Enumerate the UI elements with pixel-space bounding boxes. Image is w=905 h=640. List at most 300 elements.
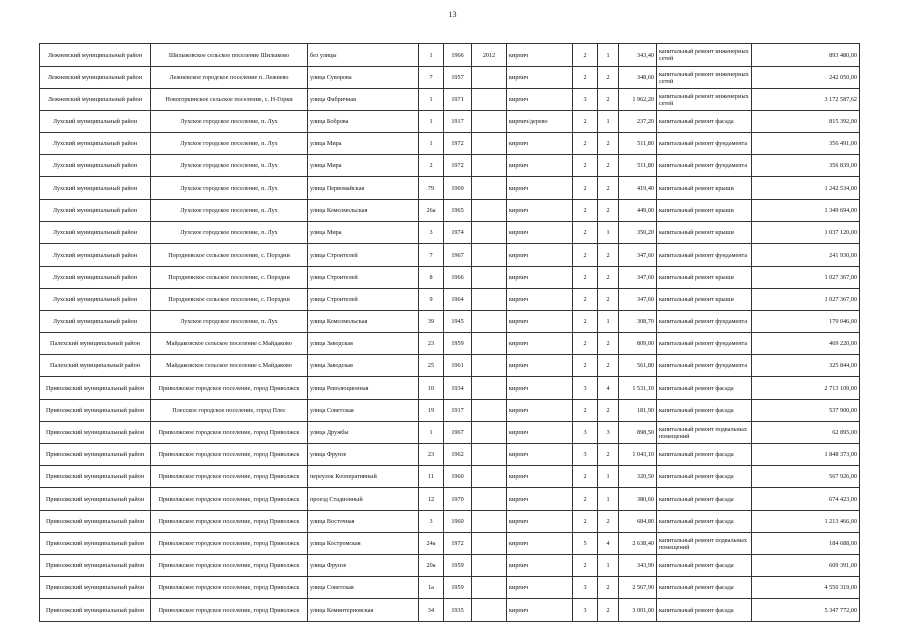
table-row [40, 355, 860, 377]
district-cell: Приволжский муниципальный район [40, 577, 151, 599]
house-number-cell: 12 [419, 488, 444, 511]
settlement-cell: Плесское городское поселение, город Плес [151, 400, 308, 422]
wall-material-cell: кирпич [507, 400, 573, 422]
floors-cell: 2 [573, 511, 598, 533]
cost-cell: 356 491,00 [752, 133, 860, 155]
house-number-cell: 8 [419, 267, 444, 289]
cost-cell: 567 926,00 [752, 466, 860, 488]
cost-cell: 5 347 772,00 [752, 599, 860, 622]
street-cell: улица Фрунзе [308, 555, 419, 577]
house-number-cell: 79 [419, 177, 444, 200]
build-year-cell: 1945 [444, 311, 472, 333]
build-year-cell: 1957 [444, 67, 472, 89]
repair-type-cell: капитальный ремонт крыши [657, 289, 752, 311]
build-year-cell: 1971 [444, 89, 472, 111]
floors-cell: 2 [573, 311, 598, 333]
area-cell: 347,60 [619, 289, 657, 311]
wall-material-cell: кирпич [507, 311, 573, 333]
table-body [40, 44, 860, 622]
wall-material-cell: кирпич/дерево [507, 111, 573, 133]
house-number-cell: 11 [419, 466, 444, 488]
cost-cell: 1 349 694,00 [752, 200, 860, 222]
reconstruction-year-cell [472, 488, 507, 511]
wall-material-cell: кирпич [507, 333, 573, 355]
house-number-cell: 10 [419, 377, 444, 400]
settlement-cell: Лухское городское поселение, п. Лух [151, 155, 308, 177]
entrances-cell: 2 [598, 289, 619, 311]
entrances-cell: 2 [598, 155, 619, 177]
cost-cell: 609 391,00 [752, 555, 860, 577]
floors-cell: 2 [573, 111, 598, 133]
wall-material-cell: кирпич [507, 466, 573, 488]
district-cell: Лежневский муниципальный район [40, 44, 151, 67]
table-row [40, 244, 860, 267]
reconstruction-year-cell [472, 89, 507, 111]
district-cell: Лухский муниципальный район [40, 133, 151, 155]
street-cell: улица Суворова [308, 67, 419, 89]
area-cell: 350,20 [619, 222, 657, 244]
repair-type-cell: капитальный ремонт фасада [657, 577, 752, 599]
settlement-cell: Майдаковское сельское поселение с.Майдаково [151, 333, 308, 355]
settlement-cell: Лухское городское поселение, п. Лух [151, 200, 308, 222]
wall-material-cell: кирпич [507, 533, 573, 555]
district-cell: Лухский муниципальный район [40, 267, 151, 289]
settlement-cell: Лухское городское поселение, п. Лух [151, 111, 308, 133]
floors-cell: 3 [573, 444, 598, 466]
build-year-cell: 1966 [444, 44, 472, 67]
settlement-cell: Приволжское городское поселение, город Приволжск [151, 511, 308, 533]
wall-material-cell: кирпич [507, 67, 573, 89]
wall-material-cell: кирпич [507, 422, 573, 444]
table-row [40, 400, 860, 422]
cost-cell: 62 895,00 [752, 422, 860, 444]
street-cell: улица Первомайская [308, 177, 419, 200]
table-row [40, 89, 860, 111]
entrances-cell: 2 [598, 333, 619, 355]
street-cell: улица Строителей [308, 289, 419, 311]
table-row [40, 555, 860, 577]
settlement-cell: Новогоркинское сельское поселение, с. Н-Горки [151, 89, 308, 111]
floors-cell: 2 [573, 289, 598, 311]
cost-cell: 1 213 466,00 [752, 511, 860, 533]
area-cell: 809,00 [619, 333, 657, 355]
floors-cell: 2 [573, 555, 598, 577]
settlement-cell: Порздневское сельское поселение, с. Порздни [151, 267, 308, 289]
area-cell: 3 001,00 [619, 599, 657, 622]
area-cell: 898,50 [619, 422, 657, 444]
repair-type-cell: капитальный ремонт фасада [657, 488, 752, 511]
wall-material-cell: кирпич [507, 377, 573, 400]
house-number-cell: 1 [419, 89, 444, 111]
floors-cell: 3 [573, 422, 598, 444]
house-number-cell: 7 [419, 67, 444, 89]
table-row [40, 533, 860, 555]
area-cell: 343,40 [619, 44, 657, 67]
area-cell: 237,20 [619, 111, 657, 133]
settlement-cell: Шилыковское сельское поселение Шилыково [151, 44, 308, 67]
area-cell: 308,70 [619, 311, 657, 333]
area-cell: 511,80 [619, 133, 657, 155]
settlement-cell: Приволжское городское поселение, город Приволжск [151, 422, 308, 444]
entrances-cell: 2 [598, 400, 619, 422]
entrances-cell: 3 [598, 422, 619, 444]
district-cell: Лухский муниципальный район [40, 177, 151, 200]
table-row [40, 267, 860, 289]
house-number-cell: 1 [419, 422, 444, 444]
cost-cell: 2 713 109,00 [752, 377, 860, 400]
floors-cell: 2 [573, 466, 598, 488]
area-cell: 1 531,10 [619, 377, 657, 400]
district-cell: Лухский муниципальный район [40, 222, 151, 244]
district-cell: Лухский муниципальный район [40, 311, 151, 333]
cost-cell: 1 027 367,00 [752, 289, 860, 311]
wall-material-cell: кирпич [507, 599, 573, 622]
entrances-cell: 2 [598, 444, 619, 466]
entrances-cell: 1 [598, 222, 619, 244]
wall-material-cell: кирпич [507, 222, 573, 244]
cost-cell: 179 046,00 [752, 311, 860, 333]
repair-type-cell: капитальный ремонт крыши [657, 177, 752, 200]
build-year-cell: 1970 [444, 488, 472, 511]
floors-cell: 2 [573, 67, 598, 89]
entrances-cell: 2 [598, 89, 619, 111]
area-cell: 348,60 [619, 67, 657, 89]
floors-cell: 3 [573, 377, 598, 400]
reconstruction-year-cell [472, 155, 507, 177]
build-year-cell: 1974 [444, 222, 472, 244]
build-year-cell: 1934 [444, 377, 472, 400]
settlement-cell: Порздневское сельское поселение, с. Порздни [151, 289, 308, 311]
district-cell: Приволжский муниципальный район [40, 555, 151, 577]
build-year-cell: 1960 [444, 511, 472, 533]
cost-cell: 893 480,00 [752, 44, 860, 67]
reconstruction-year-cell [472, 111, 507, 133]
table-row [40, 155, 860, 177]
table-row [40, 200, 860, 222]
table-row [40, 133, 860, 155]
repair-type-cell: капитальный ремонт фасада [657, 511, 752, 533]
area-cell: 511,80 [619, 155, 657, 177]
entrances-cell: 1 [598, 44, 619, 67]
street-cell: улица Фрунзе [308, 444, 419, 466]
house-number-cell: 19 [419, 400, 444, 422]
cost-cell: 674 423,00 [752, 488, 860, 511]
reconstruction-year-cell [472, 533, 507, 555]
cost-cell: 537 900,00 [752, 400, 860, 422]
area-cell: 2 638,40 [619, 533, 657, 555]
floors-cell: 2 [573, 244, 598, 267]
district-cell: Приволжский муниципальный район [40, 511, 151, 533]
street-cell: улица Мира [308, 155, 419, 177]
table-row [40, 599, 860, 622]
build-year-cell: 1964 [444, 289, 472, 311]
repair-type-cell: капитальный ремонт крыши [657, 267, 752, 289]
wall-material-cell: кирпич [507, 177, 573, 200]
build-year-cell: 1962 [444, 444, 472, 466]
house-number-cell: 23 [419, 333, 444, 355]
house-number-cell: 39 [419, 311, 444, 333]
floors-cell: 2 [573, 400, 598, 422]
floors-cell: 2 [573, 200, 598, 222]
table-row [40, 422, 860, 444]
entrances-cell: 1 [598, 555, 619, 577]
entrances-cell: 2 [598, 511, 619, 533]
district-cell: Приволжский муниципальный район [40, 422, 151, 444]
repair-type-cell: капитальный ремонт фундамента [657, 244, 752, 267]
repair-type-cell: капитальный ремонт крыши [657, 200, 752, 222]
wall-material-cell: кирпич [507, 355, 573, 377]
cost-cell: 469 220,00 [752, 333, 860, 355]
wall-material-cell: кирпич [507, 289, 573, 311]
cost-cell: 3 172 587,62 [752, 89, 860, 111]
repair-type-cell: капитальный ремонт инженерных сетей [657, 89, 752, 111]
table-row [40, 111, 860, 133]
floors-cell: 3 [573, 599, 598, 622]
settlement-cell: Приволжское городское поселение, город Приволжск [151, 444, 308, 466]
district-cell: Лухский муниципальный район [40, 244, 151, 267]
cost-cell: 184 688,00 [752, 533, 860, 555]
area-cell: 2 567,90 [619, 577, 657, 599]
entrances-cell: 2 [598, 177, 619, 200]
build-year-cell: 1972 [444, 155, 472, 177]
area-cell: 684,80 [619, 511, 657, 533]
reconstruction-year-cell [472, 267, 507, 289]
entrances-cell: 1 [598, 111, 619, 133]
entrances-cell: 4 [598, 533, 619, 555]
street-cell: улица Коминтерновская [308, 599, 419, 622]
street-cell: без улицы [308, 44, 419, 67]
settlement-cell: Лухское городское поселение, п. Лух [151, 222, 308, 244]
house-number-cell: 20а [419, 555, 444, 577]
settlement-cell: Майдаковское сельское поселение с.Майдаково [151, 355, 308, 377]
settlement-cell: Приволжское городское поселение, город Приволжск [151, 466, 308, 488]
house-number-cell: 3 [419, 511, 444, 533]
build-year-cell: 1917 [444, 400, 472, 422]
repair-type-cell: капитальный ремонт фундамента [657, 311, 752, 333]
build-year-cell: 1965 [444, 200, 472, 222]
street-cell: улица Комсомольская [308, 311, 419, 333]
table-row [40, 511, 860, 533]
repair-type-cell: капитальный ремонт фасада [657, 466, 752, 488]
repair-type-cell: капитальный ремонт крыши [657, 222, 752, 244]
repair-type-cell: капитальный ремонт фасада [657, 400, 752, 422]
repair-type-cell: капитальный ремонт фундамента [657, 133, 752, 155]
house-number-cell: 7 [419, 244, 444, 267]
entrances-cell: 2 [598, 244, 619, 267]
reconstruction-year-cell [472, 177, 507, 200]
district-cell: Приволжский муниципальный район [40, 377, 151, 400]
build-year-cell: 1972 [444, 133, 472, 155]
area-cell: 449,00 [619, 200, 657, 222]
reconstruction-year-cell [472, 289, 507, 311]
house-number-cell: 1 [419, 111, 444, 133]
build-year-cell: 1969 [444, 177, 472, 200]
street-cell: улица Фабричная [308, 89, 419, 111]
reconstruction-year-cell [472, 599, 507, 622]
entrances-cell: 2 [598, 355, 619, 377]
area-cell: 561,80 [619, 355, 657, 377]
settlement-cell: Лухское городское поселение, п. Лух [151, 177, 308, 200]
house-number-cell: 24а [419, 533, 444, 555]
cost-cell: 1 242 534,00 [752, 177, 860, 200]
build-year-cell: 1966 [444, 267, 472, 289]
settlement-cell: Лежневское городское поселение п. Лежнево [151, 67, 308, 89]
reconstruction-year-cell [472, 422, 507, 444]
reconstruction-year-cell [472, 133, 507, 155]
district-cell: Приволжский муниципальный район [40, 533, 151, 555]
reconstruction-year-cell [472, 333, 507, 355]
wall-material-cell: кирпич [507, 133, 573, 155]
housing-repair-table [39, 43, 860, 622]
build-year-cell: 1959 [444, 333, 472, 355]
build-year-cell: 1967 [444, 244, 472, 267]
house-number-cell: 1 [419, 133, 444, 155]
district-cell: Приволжский муниципальный район [40, 488, 151, 511]
area-cell: 181,90 [619, 400, 657, 422]
table-row [40, 377, 860, 400]
floors-cell: 3 [573, 577, 598, 599]
cost-cell: 325 844,00 [752, 355, 860, 377]
cost-cell: 1 027 367,00 [752, 267, 860, 289]
reconstruction-year-cell [472, 511, 507, 533]
district-cell: Приволжский муниципальный район [40, 599, 151, 622]
street-cell: улица Комсомольская [308, 200, 419, 222]
area-cell: 347,60 [619, 267, 657, 289]
repair-type-cell: капитальный ремонт инженерных сетей [657, 44, 752, 67]
street-cell: улица Заводская [308, 333, 419, 355]
district-cell: Палехский муниципальный район [40, 355, 151, 377]
wall-material-cell: кирпич [507, 89, 573, 111]
street-cell: улица Боброва [308, 111, 419, 133]
area-cell: 1 962,20 [619, 89, 657, 111]
table-row [40, 444, 860, 466]
entrances-cell: 2 [598, 67, 619, 89]
district-cell: Лухский муниципальный район [40, 155, 151, 177]
reconstruction-year-cell [472, 400, 507, 422]
wall-material-cell: кирпич [507, 511, 573, 533]
cost-cell: 1 037 120,00 [752, 222, 860, 244]
district-cell: Лухский муниципальный район [40, 111, 151, 133]
house-number-cell: 34 [419, 599, 444, 622]
repair-type-cell: капитальный ремонт фасада [657, 111, 752, 133]
settlement-cell: Лухское городское поселение, п. Лух [151, 133, 308, 155]
wall-material-cell: кирпич [507, 444, 573, 466]
settlement-cell: Порздневское сельское поселение, с. Порздни [151, 244, 308, 267]
floors-cell: 2 [573, 355, 598, 377]
wall-material-cell: кирпич [507, 200, 573, 222]
build-year-cell: 1959 [444, 577, 472, 599]
reconstruction-year-cell [472, 244, 507, 267]
wall-material-cell: кирпич [507, 577, 573, 599]
area-cell: 347,60 [619, 244, 657, 267]
cost-cell: 242 050,00 [752, 67, 860, 89]
area-cell: 1 043,10 [619, 444, 657, 466]
table-row [40, 222, 860, 244]
floors-cell: 2 [573, 177, 598, 200]
street-cell: улица Мира [308, 222, 419, 244]
build-year-cell: 1935 [444, 599, 472, 622]
page-number: 13 [448, 10, 457, 19]
reconstruction-year-cell [472, 577, 507, 599]
wall-material-cell: кирпич [507, 155, 573, 177]
house-number-cell: 1 [419, 44, 444, 67]
settlement-cell: Приволжское городское поселение, город Приволжск [151, 555, 308, 577]
repair-type-cell: капитальный ремонт инженерных сетей [657, 67, 752, 89]
repair-type-cell: капитальный ремонт фундамента [657, 155, 752, 177]
house-number-cell: 9 [419, 289, 444, 311]
area-cell: 380,60 [619, 488, 657, 511]
floors-cell: 2 [573, 333, 598, 355]
floors-cell: 2 [573, 267, 598, 289]
area-cell: 419,40 [619, 177, 657, 200]
build-year-cell: 1967 [444, 422, 472, 444]
floors-cell: 2 [573, 44, 598, 67]
reconstruction-year-cell [472, 311, 507, 333]
floors-cell: 5 [573, 533, 598, 555]
entrances-cell: 1 [598, 466, 619, 488]
table-row [40, 333, 860, 355]
build-year-cell: 1972 [444, 533, 472, 555]
street-cell: улица Строителей [308, 267, 419, 289]
table-row [40, 289, 860, 311]
repair-type-cell: капитальный ремонт фундамента [657, 355, 752, 377]
street-cell: улица Костромская [308, 533, 419, 555]
district-cell: Лежневский муниципальный район [40, 67, 151, 89]
reconstruction-year-cell [472, 67, 507, 89]
house-number-cell: 23 [419, 444, 444, 466]
cost-cell: 1 848 373,00 [752, 444, 860, 466]
floors-cell: 3 [573, 89, 598, 111]
house-number-cell: 1а [419, 577, 444, 599]
repair-type-cell: капитальный ремонт фасада [657, 444, 752, 466]
district-cell: Лежневский муниципальный район [40, 89, 151, 111]
settlement-cell: Приволжское городское поселение, город Приволжск [151, 599, 308, 622]
table-row [40, 44, 860, 67]
repair-type-cell: капитальный ремонт фундамента [657, 333, 752, 355]
district-cell: Палехский муниципальный район [40, 333, 151, 355]
reconstruction-year-cell [472, 222, 507, 244]
entrances-cell: 2 [598, 267, 619, 289]
area-cell: 320,50 [619, 466, 657, 488]
reconstruction-year-cell [472, 377, 507, 400]
table-row [40, 177, 860, 200]
street-cell: улица Строителей [308, 244, 419, 267]
district-cell: Лухский муниципальный район [40, 200, 151, 222]
street-cell: улица Революционная [308, 377, 419, 400]
reconstruction-year-cell [472, 355, 507, 377]
district-cell: Приволжский муниципальный район [40, 444, 151, 466]
street-cell: улица Советская [308, 577, 419, 599]
entrances-cell: 2 [598, 599, 619, 622]
build-year-cell: 1959 [444, 555, 472, 577]
street-cell: улица Заводская [308, 355, 419, 377]
repair-type-cell: капитальный ремонт фасада [657, 377, 752, 400]
settlement-cell: Приволжское городское поселение, город Приволжск [151, 577, 308, 599]
cost-cell: 815 392,00 [752, 111, 860, 133]
area-cell: 343,90 [619, 555, 657, 577]
settlement-cell: Приволжское городское поселение, город Приволжск [151, 377, 308, 400]
build-year-cell: 1961 [444, 355, 472, 377]
district-cell: Лухский муниципальный район [40, 289, 151, 311]
table-row [40, 488, 860, 511]
wall-material-cell: кирпич [507, 267, 573, 289]
settlement-cell: Приволжское городское поселение, город Приволжск [151, 488, 308, 511]
street-cell: переулок Кооперативный [308, 466, 419, 488]
cost-cell: 356 839,00 [752, 155, 860, 177]
house-number-cell: 26а [419, 200, 444, 222]
wall-material-cell: кирпич [507, 44, 573, 67]
cost-cell: 4 550 319,00 [752, 577, 860, 599]
